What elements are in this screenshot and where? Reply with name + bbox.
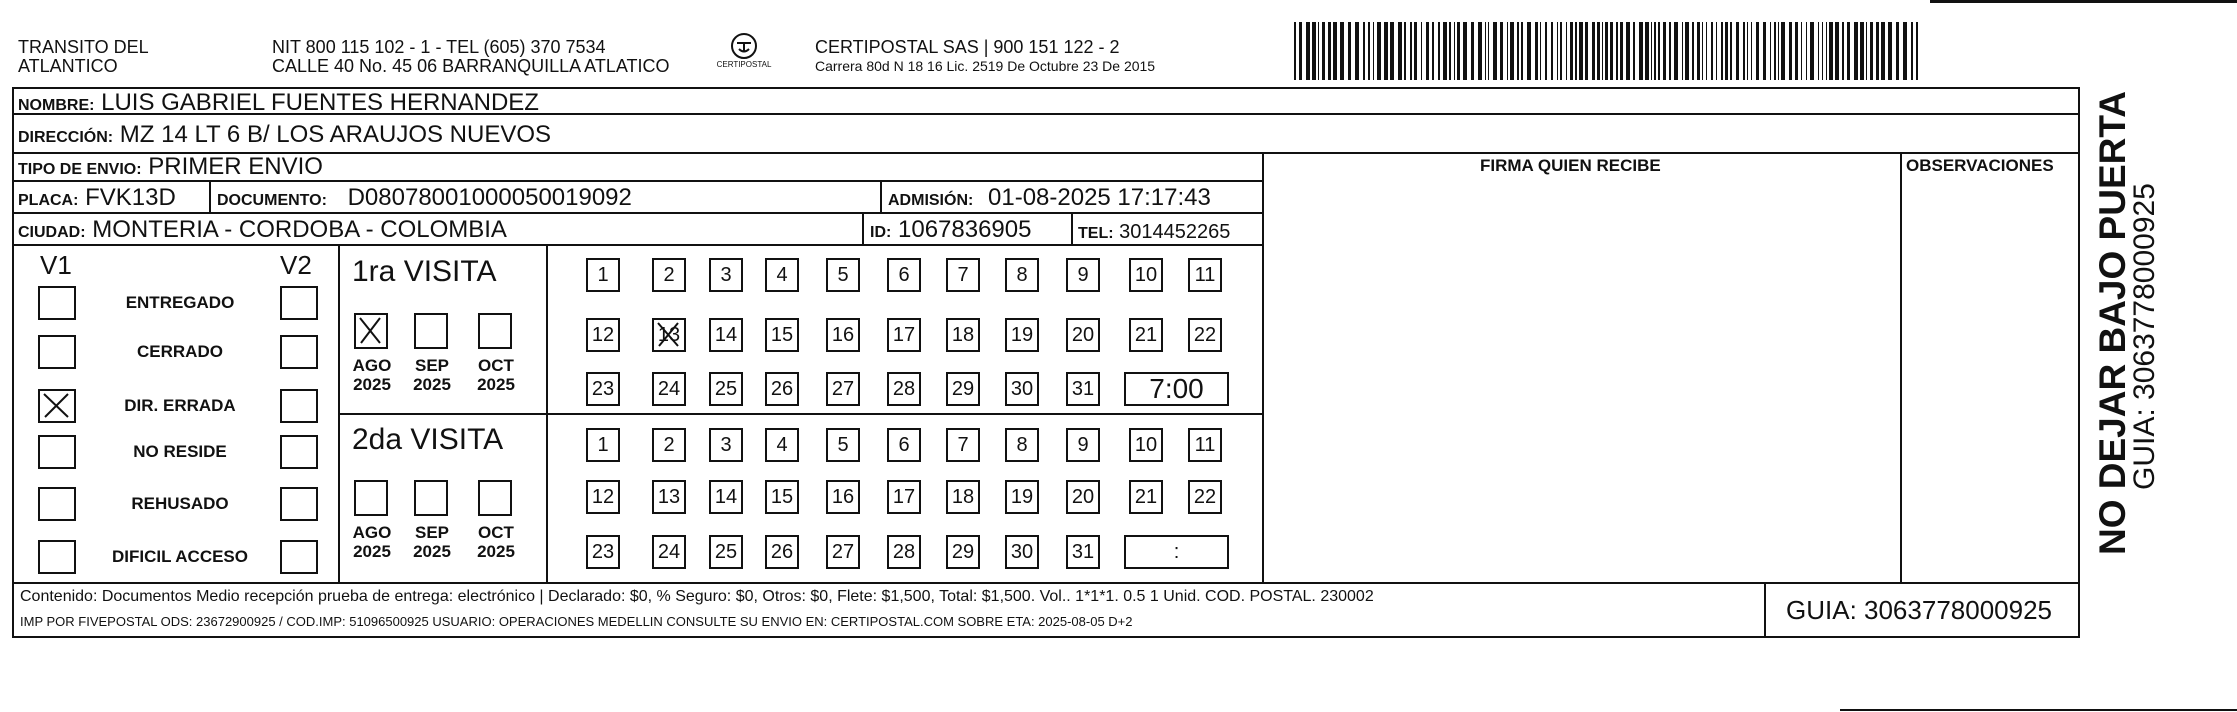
document-field: [217, 185, 632, 214]
month-label: OCT: [478, 356, 514, 375]
barcode-bar: [1774, 22, 1776, 80]
barcode-bar: [1842, 22, 1844, 80]
day-box[interactable]: 22: [1188, 480, 1222, 514]
city-value: MONTERIA - CORDOBA - COLOMBIA: [92, 216, 507, 243]
barcode-bar: [1702, 22, 1703, 80]
admission-value: 01-08-2025 17:17:43: [988, 184, 1211, 211]
barcode-bar: [1566, 22, 1567, 80]
day-box[interactable]: 16: [826, 318, 860, 352]
x-mark-icon: [40, 391, 74, 421]
month-checkbox[interactable]: [414, 480, 448, 516]
day-box[interactable]: 24: [652, 372, 686, 406]
v1-checkbox[interactable]: [38, 389, 76, 423]
day-box[interactable]: 4: [765, 428, 799, 462]
day-box[interactable]: 28: [887, 535, 921, 569]
barcode-bar: [1488, 22, 1489, 80]
barcode-bar: [1294, 22, 1296, 80]
day-box[interactable]: 8: [1005, 258, 1039, 292]
day-box[interactable]: 30: [1005, 535, 1039, 569]
barcode-bar: [1602, 22, 1603, 80]
day-box[interactable]: 12: [586, 480, 620, 514]
barcode-bar: [1789, 22, 1792, 80]
barcode-bar: [1658, 22, 1660, 80]
month-label: AGO: [352, 523, 392, 542]
day-box[interactable]: 25: [709, 535, 743, 569]
day-box[interactable]: 5: [826, 428, 860, 462]
barcode-bar: [1818, 22, 1819, 80]
barcode-bar: [1368, 22, 1370, 80]
address-label: DIRECCIÓN:: [18, 129, 114, 146]
day-box[interactable]: 27: [826, 535, 860, 569]
status-label: CERRADO: [137, 342, 223, 361]
barcode-bar: [1810, 22, 1814, 80]
barcode-bar: [1355, 22, 1359, 80]
v1-checkbox[interactable]: [38, 286, 76, 320]
barcode-bar: [1916, 22, 1918, 80]
barcode-bar: [1822, 22, 1823, 80]
visit1-title: 1ra VISITA: [352, 255, 497, 288]
v1-checkbox[interactable]: [38, 487, 76, 521]
barcode-bar: [1616, 22, 1618, 80]
barcode-bar: [1390, 22, 1394, 80]
status-label: ENTREGADO: [125, 293, 235, 312]
v2-checkbox[interactable]: [280, 389, 318, 423]
certipostal-logo-icon: [712, 32, 776, 82]
grid-line: [546, 244, 548, 582]
grid-line: [12, 582, 2080, 584]
barcode-bar: [1835, 22, 1839, 80]
day-box[interactable]: 16: [826, 480, 860, 514]
barcode-bar: [1449, 22, 1451, 80]
admission-field: [888, 185, 1211, 214]
month-checkbox[interactable]: [354, 313, 388, 349]
month-year: 2025: [477, 542, 515, 561]
plate-value: FVK13D: [85, 184, 176, 211]
v2-checkbox[interactable]: [280, 286, 318, 320]
barcode-bar: [1692, 22, 1694, 80]
barcode-bar: [1654, 22, 1656, 80]
day-box[interactable]: 14: [709, 480, 743, 514]
time-box[interactable]: [1124, 372, 1229, 406]
month-checkbox[interactable]: [478, 313, 512, 349]
city-field: [18, 217, 507, 246]
day-box[interactable]: 11: [1188, 258, 1222, 292]
grid-line: [338, 413, 1262, 415]
barcode-bar: [1585, 22, 1588, 80]
day-box[interactable]: 5: [826, 258, 860, 292]
barcode-bar: [1421, 22, 1422, 80]
print-line: IMP POR FIVEPOSTAL ODS: 23672900925 / COD.IMP: 51096500925 USUARIO: OPERACIONES MEDELLIN CONSULTE SU ENVIO EN: CERTIPOSTAL.COM SOBRE ETA: 2025-08-05 D+2: [20, 614, 1133, 629]
barcode-bar: [1711, 22, 1713, 80]
day-box[interactable]: 29: [946, 535, 980, 569]
visit2-title: 2da VISITA: [352, 423, 504, 456]
barcode-bar: [1340, 22, 1344, 80]
barcode-bar: [1545, 22, 1547, 80]
barcode-bar: [1903, 22, 1907, 80]
issuer-address: CALLE 40 No. 45 06 BARRANQUILLA ATLATICO: [272, 56, 670, 76]
barcode-bar: [1876, 22, 1879, 80]
barcode-bar: [1896, 22, 1899, 80]
barcode-bar: [1597, 22, 1600, 80]
status-label: REHUSADO: [131, 494, 229, 513]
barcode-bar: [1328, 22, 1331, 80]
tel-value: 3014452265: [1119, 221, 1231, 243]
day-box[interactable]: 19: [1005, 480, 1039, 514]
day-box[interactable]: 20: [1066, 480, 1100, 514]
day-box[interactable]: 9: [1066, 258, 1100, 292]
month-year: 2025: [353, 375, 391, 394]
status-label: DIFICIL ACCESO: [111, 547, 248, 566]
barcode-bar: [1438, 22, 1440, 80]
barcode-bar: [1911, 22, 1913, 80]
v2-checkbox[interactable]: [280, 487, 318, 521]
barcode-bar: [1306, 22, 1310, 80]
barcode-bar: [1770, 22, 1771, 80]
day-box[interactable]: 1: [586, 428, 620, 462]
send-type-label: TIPO DE ENVIO:: [18, 161, 142, 178]
month-label: OCT: [478, 523, 514, 542]
document-value: D08078001000050019092: [347, 184, 632, 211]
day-box[interactable]: 21: [1129, 318, 1163, 352]
side-guia: GUIA: 3063778000925: [2128, 183, 2161, 490]
barcode-bar: [1551, 22, 1553, 80]
v2-checkbox[interactable]: [280, 540, 318, 574]
day-box[interactable]: 20: [1066, 318, 1100, 352]
barcode-bar: [1333, 22, 1337, 80]
grid-line: [1071, 212, 1073, 244]
barcode-bar: [1881, 22, 1885, 80]
barcode-bar: [1318, 22, 1319, 80]
grid-line: [1764, 582, 1766, 638]
day-box[interactable]: 7: [946, 428, 980, 462]
grid-line: [338, 244, 340, 582]
barcode-bar: [1384, 22, 1388, 80]
barcode-bar: [1560, 22, 1562, 80]
barcode-bar: [1443, 22, 1447, 80]
status-label: DIR. ERRADA: [124, 396, 236, 415]
barcode: [1292, 22, 1924, 80]
admission-label: ADMISIÓN:: [888, 192, 974, 209]
barcode-bar: [1736, 22, 1739, 80]
day-box[interactable]: 29: [946, 372, 980, 406]
barcode-bar: [1398, 22, 1402, 80]
barcode-bar: [1363, 22, 1365, 80]
logo-text: CERTIPOSTAL: [716, 60, 772, 69]
barcode-bar: [1463, 22, 1467, 80]
barcode-bar: [1535, 22, 1538, 80]
issuer-name-line1: TRANSITO DEL: [18, 37, 149, 57]
day-box[interactable]: 6: [887, 258, 921, 292]
signature-header: FIRMA QUIEN RECIBE: [1480, 156, 1661, 175]
day-box[interactable]: 31: [1066, 372, 1100, 406]
barcode-bar: [1716, 22, 1717, 80]
guia-box: GUIA: 3063778000925: [1786, 595, 2052, 625]
v1-checkbox[interactable]: [38, 435, 76, 469]
grid-line: [880, 180, 882, 212]
day-box[interactable]: 21: [1129, 480, 1163, 514]
barcode-bar: [1493, 22, 1497, 80]
grid-line: [2078, 87, 2080, 638]
plate-label: PLACA:: [18, 192, 79, 209]
id-value: 1067836905: [898, 216, 1032, 243]
barcode-bar: [1781, 22, 1785, 80]
day-box[interactable]: 2: [652, 258, 686, 292]
barcode-bar: [1639, 22, 1643, 80]
certipostal-logo: [712, 32, 776, 82]
month-checkbox[interactable]: [478, 480, 512, 516]
barcode-bar: [1478, 22, 1482, 80]
day-box[interactable]: 6: [887, 428, 921, 462]
issuer-name-line2: ATLANTICO: [18, 56, 118, 76]
barcode-bar: [1404, 22, 1406, 80]
company-license: Carrera 80d N 18 16 Lic. 2519 De Octubre 23 De 2015: [815, 58, 1156, 74]
id-field: [870, 217, 1031, 246]
v2-header: V2: [280, 250, 312, 280]
grid-line: [1900, 152, 1902, 582]
barcode-bar: [1299, 22, 1302, 80]
status-label: NO RESIDE: [133, 442, 227, 461]
grid-line: [209, 180, 211, 212]
grid-line: [12, 87, 14, 638]
recipient-address: MZ 14 LT 6 B/ LOS ARAUJOS NUEVOS: [119, 121, 552, 148]
time-hour: 7: [1149, 373, 1165, 404]
barcode-bar: [1651, 22, 1652, 80]
day-box[interactable]: 23: [586, 535, 620, 569]
barcode-bar: [1870, 22, 1873, 80]
barcode-bar: [1663, 22, 1666, 80]
barcode-bar: [1579, 22, 1583, 80]
barcode-bar: [1866, 22, 1867, 80]
day-box[interactable]: 7: [946, 258, 980, 292]
day-box[interactable]: 17: [887, 480, 921, 514]
day-box[interactable]: 18: [946, 318, 980, 352]
x-mark-icon: [654, 320, 684, 350]
barcode-bar: [1743, 22, 1745, 80]
barcode-bar: [1471, 22, 1474, 80]
top-edge-mark: [1930, 0, 2237, 3]
v2-checkbox[interactable]: [280, 435, 318, 469]
id-label: ID:: [870, 224, 892, 241]
day-box[interactable]: 15: [765, 318, 799, 352]
month-year: 2025: [413, 375, 451, 394]
day-box[interactable]: 24: [652, 535, 686, 569]
barcode-bar: [1721, 22, 1723, 80]
barcode-bar: [1500, 22, 1503, 80]
barcode-bar: [1610, 22, 1613, 80]
barcode-bar: [1725, 22, 1728, 80]
barcode-bar: [1626, 22, 1630, 80]
document-label: DOCUMENTO:: [217, 192, 327, 209]
day-box[interactable]: 11: [1188, 428, 1222, 462]
barcode-bar: [1751, 22, 1752, 80]
v1-checkbox[interactable]: [38, 335, 76, 369]
day-box[interactable]: 26: [765, 535, 799, 569]
month-label: SEP: [414, 523, 450, 542]
barcode-bar: [1829, 22, 1833, 80]
day-box[interactable]: 19: [1005, 318, 1039, 352]
barcode-bar: [1605, 22, 1608, 80]
day-box[interactable]: 15: [765, 480, 799, 514]
barcode-bar: [1826, 22, 1827, 80]
month-checkbox[interactable]: [354, 480, 388, 516]
month-label: AGO: [352, 356, 392, 375]
name-label: NOMBRE:: [18, 97, 95, 114]
v1-checkbox[interactable]: [38, 540, 76, 574]
barcode-bar: [1527, 22, 1531, 80]
time-separator: :: [1164, 373, 1173, 404]
day-box[interactable]: 18: [946, 480, 980, 514]
day-box[interactable]: 14: [709, 318, 743, 352]
day-box[interactable]: 23: [586, 372, 620, 406]
day-box[interactable]: 22: [1188, 318, 1222, 352]
barcode-bar: [1620, 22, 1623, 80]
day-box[interactable]: 28: [887, 372, 921, 406]
barcode-bar: [1756, 22, 1759, 80]
recipient-name: LUIS GABRIEL FUENTES HERNANDEZ: [101, 89, 539, 116]
city-label: CIUDAD:: [18, 224, 86, 241]
barcode-bar: [1795, 22, 1798, 80]
day-box[interactable]: 26: [765, 372, 799, 406]
day-box[interactable]: 4: [765, 258, 799, 292]
barcode-bar: [1674, 22, 1678, 80]
barcode-bar: [1685, 22, 1689, 80]
barcode-bar: [1747, 22, 1748, 80]
day-box[interactable]: 27: [826, 372, 860, 406]
observations-header: OBSERVACIONES: [1906, 156, 2054, 175]
barcode-bar: [1432, 22, 1434, 80]
day-box[interactable]: 13: [652, 480, 686, 514]
x-mark-icon: [356, 315, 386, 347]
barcode-bar: [1730, 22, 1732, 80]
day-box[interactable]: 30: [1005, 372, 1039, 406]
plate-field: [18, 185, 176, 214]
issuer-nit: NIT 800 115 102 - 1 - TEL (605) 370 7534: [272, 37, 606, 57]
time-minutes: 00: [1172, 373, 1204, 404]
barcode-bar: [1507, 22, 1508, 80]
day-box[interactable]: 8: [1005, 428, 1039, 462]
day-box[interactable]: 9: [1066, 428, 1100, 462]
barcode-bar: [1669, 22, 1671, 80]
barcode-bar: [1706, 22, 1707, 80]
barcode-bar: [1801, 22, 1802, 80]
barcode-bar: [1485, 22, 1486, 80]
barcode-bar: [1557, 22, 1558, 80]
barcode-bar: [1682, 22, 1683, 80]
day-box[interactable]: 10: [1129, 258, 1163, 292]
no-leave-under-door-warning: NO DEJAR BAJO PUERTA: [2092, 91, 2133, 555]
tel-label: TEL:: [1078, 225, 1114, 242]
barcode-bar: [1377, 22, 1381, 80]
time-box[interactable]: :: [1124, 535, 1229, 569]
barcode-bar: [1778, 22, 1779, 80]
tel-field: [1078, 219, 1230, 247]
bottom-edge-mark: [1840, 709, 2237, 711]
day-box[interactable]: 3: [709, 258, 743, 292]
barcode-bar: [1854, 22, 1858, 80]
day-box[interactable]: 1: [586, 258, 620, 292]
barcode-bar: [1763, 22, 1766, 80]
month-label: SEP: [414, 356, 450, 375]
barcode-bar: [1517, 22, 1519, 80]
barcode-bar: [1806, 22, 1807, 80]
day-box[interactable]: 25: [709, 372, 743, 406]
send-type-row: [18, 154, 323, 183]
barcode-bar: [1457, 22, 1460, 80]
barcode-bar: [1312, 22, 1316, 80]
barcode-bar: [1426, 22, 1429, 80]
barcode-bar: [1633, 22, 1635, 80]
month-year: 2025: [413, 542, 451, 561]
barcode-bar: [1570, 22, 1573, 80]
barcode-bar: [1454, 22, 1455, 80]
day-box[interactable]: 3: [709, 428, 743, 462]
barcode-bar: [1888, 22, 1892, 80]
month-year: 2025: [477, 375, 515, 394]
v1-header: V1: [40, 250, 72, 280]
barcode-bar: [1575, 22, 1577, 80]
name-row: [18, 90, 539, 119]
barcode-bar: [1645, 22, 1649, 80]
barcode-bar: [1373, 22, 1374, 80]
barcode-bar: [1348, 22, 1351, 80]
barcode-bar: [1410, 22, 1412, 80]
company-line: CERTIPOSTAL SAS | 900 151 122 - 2: [815, 37, 1120, 57]
barcode-graphic: [1292, 22, 1924, 80]
barcode-bar: [1510, 22, 1514, 80]
barcode-bar: [1521, 22, 1523, 80]
month-year: 2025: [353, 542, 391, 561]
barcode-bar: [1860, 22, 1864, 80]
day-box[interactable]: 12: [586, 318, 620, 352]
day-box[interactable]: 31: [1066, 535, 1100, 569]
send-type-value: PRIMER ENVIO: [148, 153, 323, 180]
day-box[interactable]: 13: [652, 318, 686, 352]
barcode-bar: [1592, 22, 1595, 80]
barcode-bar: [1847, 22, 1850, 80]
day-box[interactable]: 10: [1129, 428, 1163, 462]
address-row: [18, 122, 551, 151]
month-checkbox[interactable]: [414, 313, 448, 349]
grid-line: [12, 636, 2080, 638]
grid-line: [862, 212, 864, 244]
v2-checkbox[interactable]: [280, 335, 318, 369]
barcode-bar: [1697, 22, 1700, 80]
barcode-bar: [1414, 22, 1417, 80]
day-box[interactable]: 17: [887, 318, 921, 352]
barcode-bar: [1540, 22, 1541, 80]
day-box[interactable]: 2: [652, 428, 686, 462]
contents-line: Contenido: Documentos Medio recepción prueba de entrega: electrónico | Declarado: $0, % Seguro: $0, Otros: $0, Flete: $1,500, Total: $1,500. Vol.. 1*1*1. 0.5 1 Unid. COD. POSTAL. 230002: [20, 588, 1374, 605]
grid-line: [1262, 152, 1264, 582]
barcode-bar: [1322, 22, 1325, 80]
